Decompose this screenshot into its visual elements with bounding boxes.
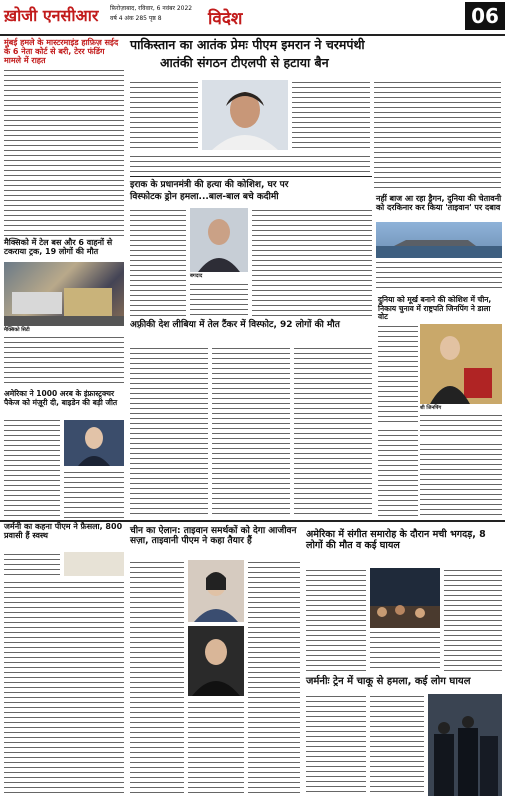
edition-line: वर्ष 4 अंक 285 पृष्ठ 8	[110, 15, 162, 22]
concert-photo	[370, 568, 440, 628]
iraq-caption: बगदाद	[190, 273, 203, 279]
mexico-body	[4, 335, 124, 387]
dragon-body	[376, 260, 502, 290]
pak-body-1	[130, 80, 198, 152]
xi-body-2	[420, 413, 502, 439]
biden-headline: अमेरिका ने 1000 अरब के इंफ्रास्ट्रक्चर पैकेज को मंज़ूरी दी, बाइडेन की बड़ी जीत	[4, 389, 118, 407]
taiwan-body-3	[248, 560, 300, 796]
taiwan-body-2	[188, 700, 244, 796]
dragon-headline: नहीं बाज आ रहा ड्रैगन, दुनिया की चेतावनी को दरकिनार कर किया 'ताइवान' पर दबाव	[376, 194, 502, 213]
pak-body-4	[130, 154, 370, 172]
germany-covid-headline: जर्मनी का कहना पीएम ने फ़ैसला, 800 प्रवासी हैं स्वस्थ	[4, 522, 123, 541]
biden-portrait-image	[64, 420, 124, 466]
iraq-body-1	[130, 208, 186, 316]
brand-logo: ख़ोजी एनसीआर	[4, 6, 99, 25]
pak-body-2	[292, 80, 370, 152]
germany-covid-body	[4, 552, 60, 576]
biden-body-left	[4, 418, 60, 518]
concert-body-1	[306, 568, 366, 672]
iraq-body-2	[190, 282, 248, 316]
libya-body-3	[294, 346, 372, 518]
biden-photo	[64, 420, 124, 466]
police-scene-image	[428, 694, 502, 796]
concert-body-3	[444, 568, 502, 672]
taiwan-headline: चीन का ऐलान: ताइवान समर्थकों को देगा आजीवन सज़ा, ताइवानी पीएम ने कहा तैयार हैं	[130, 526, 297, 547]
mumbai-headline: मुंबई हमले के मास्टरमाइंड हाफ़िज़ सईद के 6 नेता कोर्ट से बरी, टेरर फंडिंग मामले में राहत	[4, 38, 119, 66]
xi-caption: शी जिनपिंग	[420, 405, 442, 411]
biden-body-right	[64, 470, 124, 518]
military-ship-image	[376, 222, 502, 258]
taiwan-photo-1	[188, 560, 244, 622]
tsai-portrait-image	[188, 560, 244, 622]
page-number: 06	[465, 2, 505, 30]
xi-photo	[420, 324, 502, 404]
pak-headline-2: आतंकी संगठन टीएलपी से हटाया बैन	[160, 55, 329, 70]
mexico-headline: मैक्सिको में टेल बस और 6 वाहनों से टकराया ट्रक, 19 लोगों की मौत	[4, 238, 113, 257]
train-photo	[428, 694, 502, 796]
concert-body-2	[370, 630, 440, 672]
date-line: फ़िरोज़ाबाद, रविवार, 6 नवंबर 2022	[110, 5, 193, 12]
kadhimi-portrait-image	[190, 208, 248, 272]
pak-body-3	[374, 80, 501, 190]
libya-body-1	[130, 346, 208, 518]
iraq-body-3	[252, 208, 372, 316]
xi-portrait-image	[188, 626, 244, 696]
iraq-headline-1: इराक के प्रधानमंत्री की हत्या की कोशिश, घर पर	[130, 180, 289, 190]
truck-crash-image	[4, 262, 124, 326]
concert-crowd-image	[370, 568, 440, 628]
mexico-photo	[4, 262, 124, 326]
taiwan-photo-2	[188, 626, 244, 696]
xi-body-4	[420, 442, 502, 518]
train-headline: जर्मनीः ट्रेन में चाकू से हमला, कई लोग घायल	[306, 676, 471, 687]
iraq-photo	[190, 208, 248, 272]
divider-lower	[0, 520, 505, 522]
imran-photo	[202, 80, 288, 150]
mumbai-body	[4, 68, 124, 236]
iraq-headline-2: विस्फोटक ड्रोन हमला...बाल-बाल बचे कदीमी	[130, 192, 279, 202]
xi-voting-image	[420, 324, 502, 404]
divider	[130, 176, 372, 177]
xi-headline: दुनिया को मूर्ख बनाने की कोशिश में चीन, निकाय चुनाव में राष्ट्रपति जिनपिंग ने डाला वोट	[378, 295, 492, 322]
taiwan-body-1	[130, 560, 184, 796]
mexico-caption: मैक्सिको सिटी	[4, 327, 30, 333]
pak-headline-1: पाकिस्तान का आतंक प्रेमः पीएम इमरान ने चरमपंथी	[130, 37, 365, 52]
libya-body-2	[212, 346, 290, 518]
xi-body-1	[378, 324, 418, 424]
germany-covid-image	[64, 552, 124, 576]
masthead	[0, 0, 505, 36]
train-body-2	[370, 694, 424, 796]
train-body-1	[306, 694, 366, 796]
germany-covid-body-2	[4, 580, 124, 796]
imran-portrait-image	[202, 80, 288, 150]
xi-body-3	[378, 428, 418, 518]
libya-headline: अफ़्रीकी देश लीबिया में तेल टैंकर में विस्फोट, 92 लोगों की मौत	[130, 320, 340, 330]
concert-headline: अमेरिका में संगीत समारोह के दौरान मची भगदड़, 8 लोगों की मौत व कई घायल	[306, 529, 486, 551]
section-title: विदेश	[208, 9, 243, 29]
dragon-photo	[376, 222, 502, 258]
